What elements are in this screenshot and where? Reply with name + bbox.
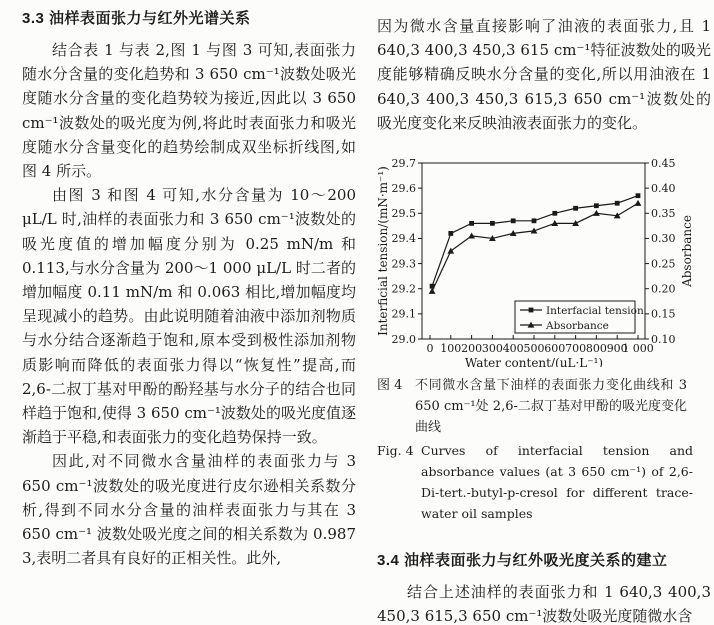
svg-text:0.30: 0.30 [651,232,676,246]
svg-text:100: 100 [440,342,462,356]
figure-4 [377,155,711,524]
section-heading-3-3: 3.3 油样表面张力与红外光谱关系 [22,10,251,27]
svg-text:29.0: 29.0 [391,332,416,346]
svg-text:29.1: 29.1 [391,307,416,321]
svg-text:0.10: 0.10 [651,332,676,346]
svg-text:Water content/(μL·L⁻¹): Water content/(μL·L⁻¹) [464,356,604,368]
figure4-label-en: Fig. 4 [377,443,414,459]
svg-text:0.35: 0.35 [651,207,676,221]
figure4-caption-cn-text: 不同微水含量下油样的表面张力变化曲线和 3 650 cm⁻¹处 2,6-二叔丁基对甲酚的吸光度变化曲线 [415,378,687,436]
right-column [377,0,711,625]
svg-text:29.6: 29.6 [391,181,416,195]
svg-text:29.5: 29.5 [391,207,416,221]
figure4-caption-en [377,440,711,524]
svg-text:0.20: 0.20 [651,282,676,296]
svg-text:Interfacial tension: Interfacial tension [546,304,644,317]
svg-text:300: 300 [481,342,503,356]
svg-text:0.45: 0.45 [651,156,676,170]
svg-text:Absorbance: Absorbance [680,215,694,287]
paragraph: 由图 3 和图 4 可知,水分含量为 10～200 μL/L 时,油样的表面张力和 3 650 cm⁻¹波数处的吸光度值的增加幅度分别为 0.25 mN/m 和 0.113,与水分含量为 200～1 000 μL/L 时二者的增加幅度 0.11 mN/m 和 0.063 相比,增加幅度均呈现减小的趋势。由此说明随着油液中添加剂物质与水分结合逐渐趋于饱和,原本受到极性添加剂物质影响而降低的表面张力得以“恢复性”提高,而 2,6-二叔丁基对甲酚的酚羟基与水分子的结合也同样趋于饱和,使得 3 650 cm⁻¹波数处的吸光度值逐渐趋于平稳,和表面张力的变化趋势保持一致。 [22,186,356,447]
paragraph-continuation: 因为微水含量直接影响了油液的表面张力,且 1 640,3 400,3 450,3 615 cm⁻¹特征波数处的吸光度能够精确反映水分含量的变化,所以用油液在 1 640,3 400,3 450,3 615,3 650 cm⁻¹波数处的吸光度变化来反映油液表面张力的变化。 [377,17,711,132]
figure4-caption-en-text: Curves of interfacial tension and absorbance values (at 3 650 cm⁻¹) of 2,6-Di-tert.-butyl-p-cresol for different trace-water oil samples [421,443,693,522]
svg-text:0: 0 [426,342,434,356]
paragraph: 因此,对不同微水含量油样的表面张力与 3 650 cm⁻¹波数处的吸光度进行皮尔逊相关系数分析,得到不同水分含量的油样表面张力与其在 3 650 cm⁻¹ 波数处吸光度之间的相关系数为 0.987 3,表明二者具有良好的正相关性。此外, [22,452,356,568]
svg-text:800: 800 [585,342,607,356]
svg-text:Interficial tension/(mN·m⁻¹): Interficial tension/(mN·m⁻¹) [376,166,390,336]
svg-text:29.2: 29.2 [391,282,416,296]
svg-text:700: 700 [565,342,587,356]
svg-text:0.40: 0.40 [651,181,676,195]
svg-text:29.7: 29.7 [391,156,416,170]
svg-text:1 000: 1 000 [622,342,654,356]
svg-text:900: 900 [606,342,628,356]
svg-text:29.3: 29.3 [391,257,416,271]
svg-text:400: 400 [502,342,524,356]
svg-text:600: 600 [544,342,566,356]
svg-text:29.4: 29.4 [391,232,416,246]
left-column [22,0,356,570]
figure4-caption-cn [377,375,711,438]
svg-text:Absorbance: Absorbance [546,319,609,332]
svg-text:0.15: 0.15 [651,307,676,321]
figure4-line-chart [375,155,714,367]
figure4-label-cn: 图 4 [377,378,403,394]
paragraph: 结合表 1 与表 2,图 1 与图 3 可知,表面张力随水分含量的变化趋势和 3 650 cm⁻¹波数处吸光度随水分含量的变化趋势较为接近,因此以 3 650 cm⁻¹波数处的吸光度为例,将此时表面张力和吸光度随水分含量变化的趋势绘制成双坐标折线图,如图 4 所示。 [22,41,356,181]
svg-text:0.25: 0.25 [651,257,676,271]
section-heading-3-4: 3.4 油样表面张力与红外吸光度关系的建立 [377,552,668,570]
svg-text:200: 200 [461,342,483,356]
paragraph: 结合上述油样的表面张力和 1 640,3 400,3 450,3 615,3 650 cm⁻¹波数处吸光度随微水含 [377,583,711,625]
svg-text:500: 500 [523,342,545,356]
